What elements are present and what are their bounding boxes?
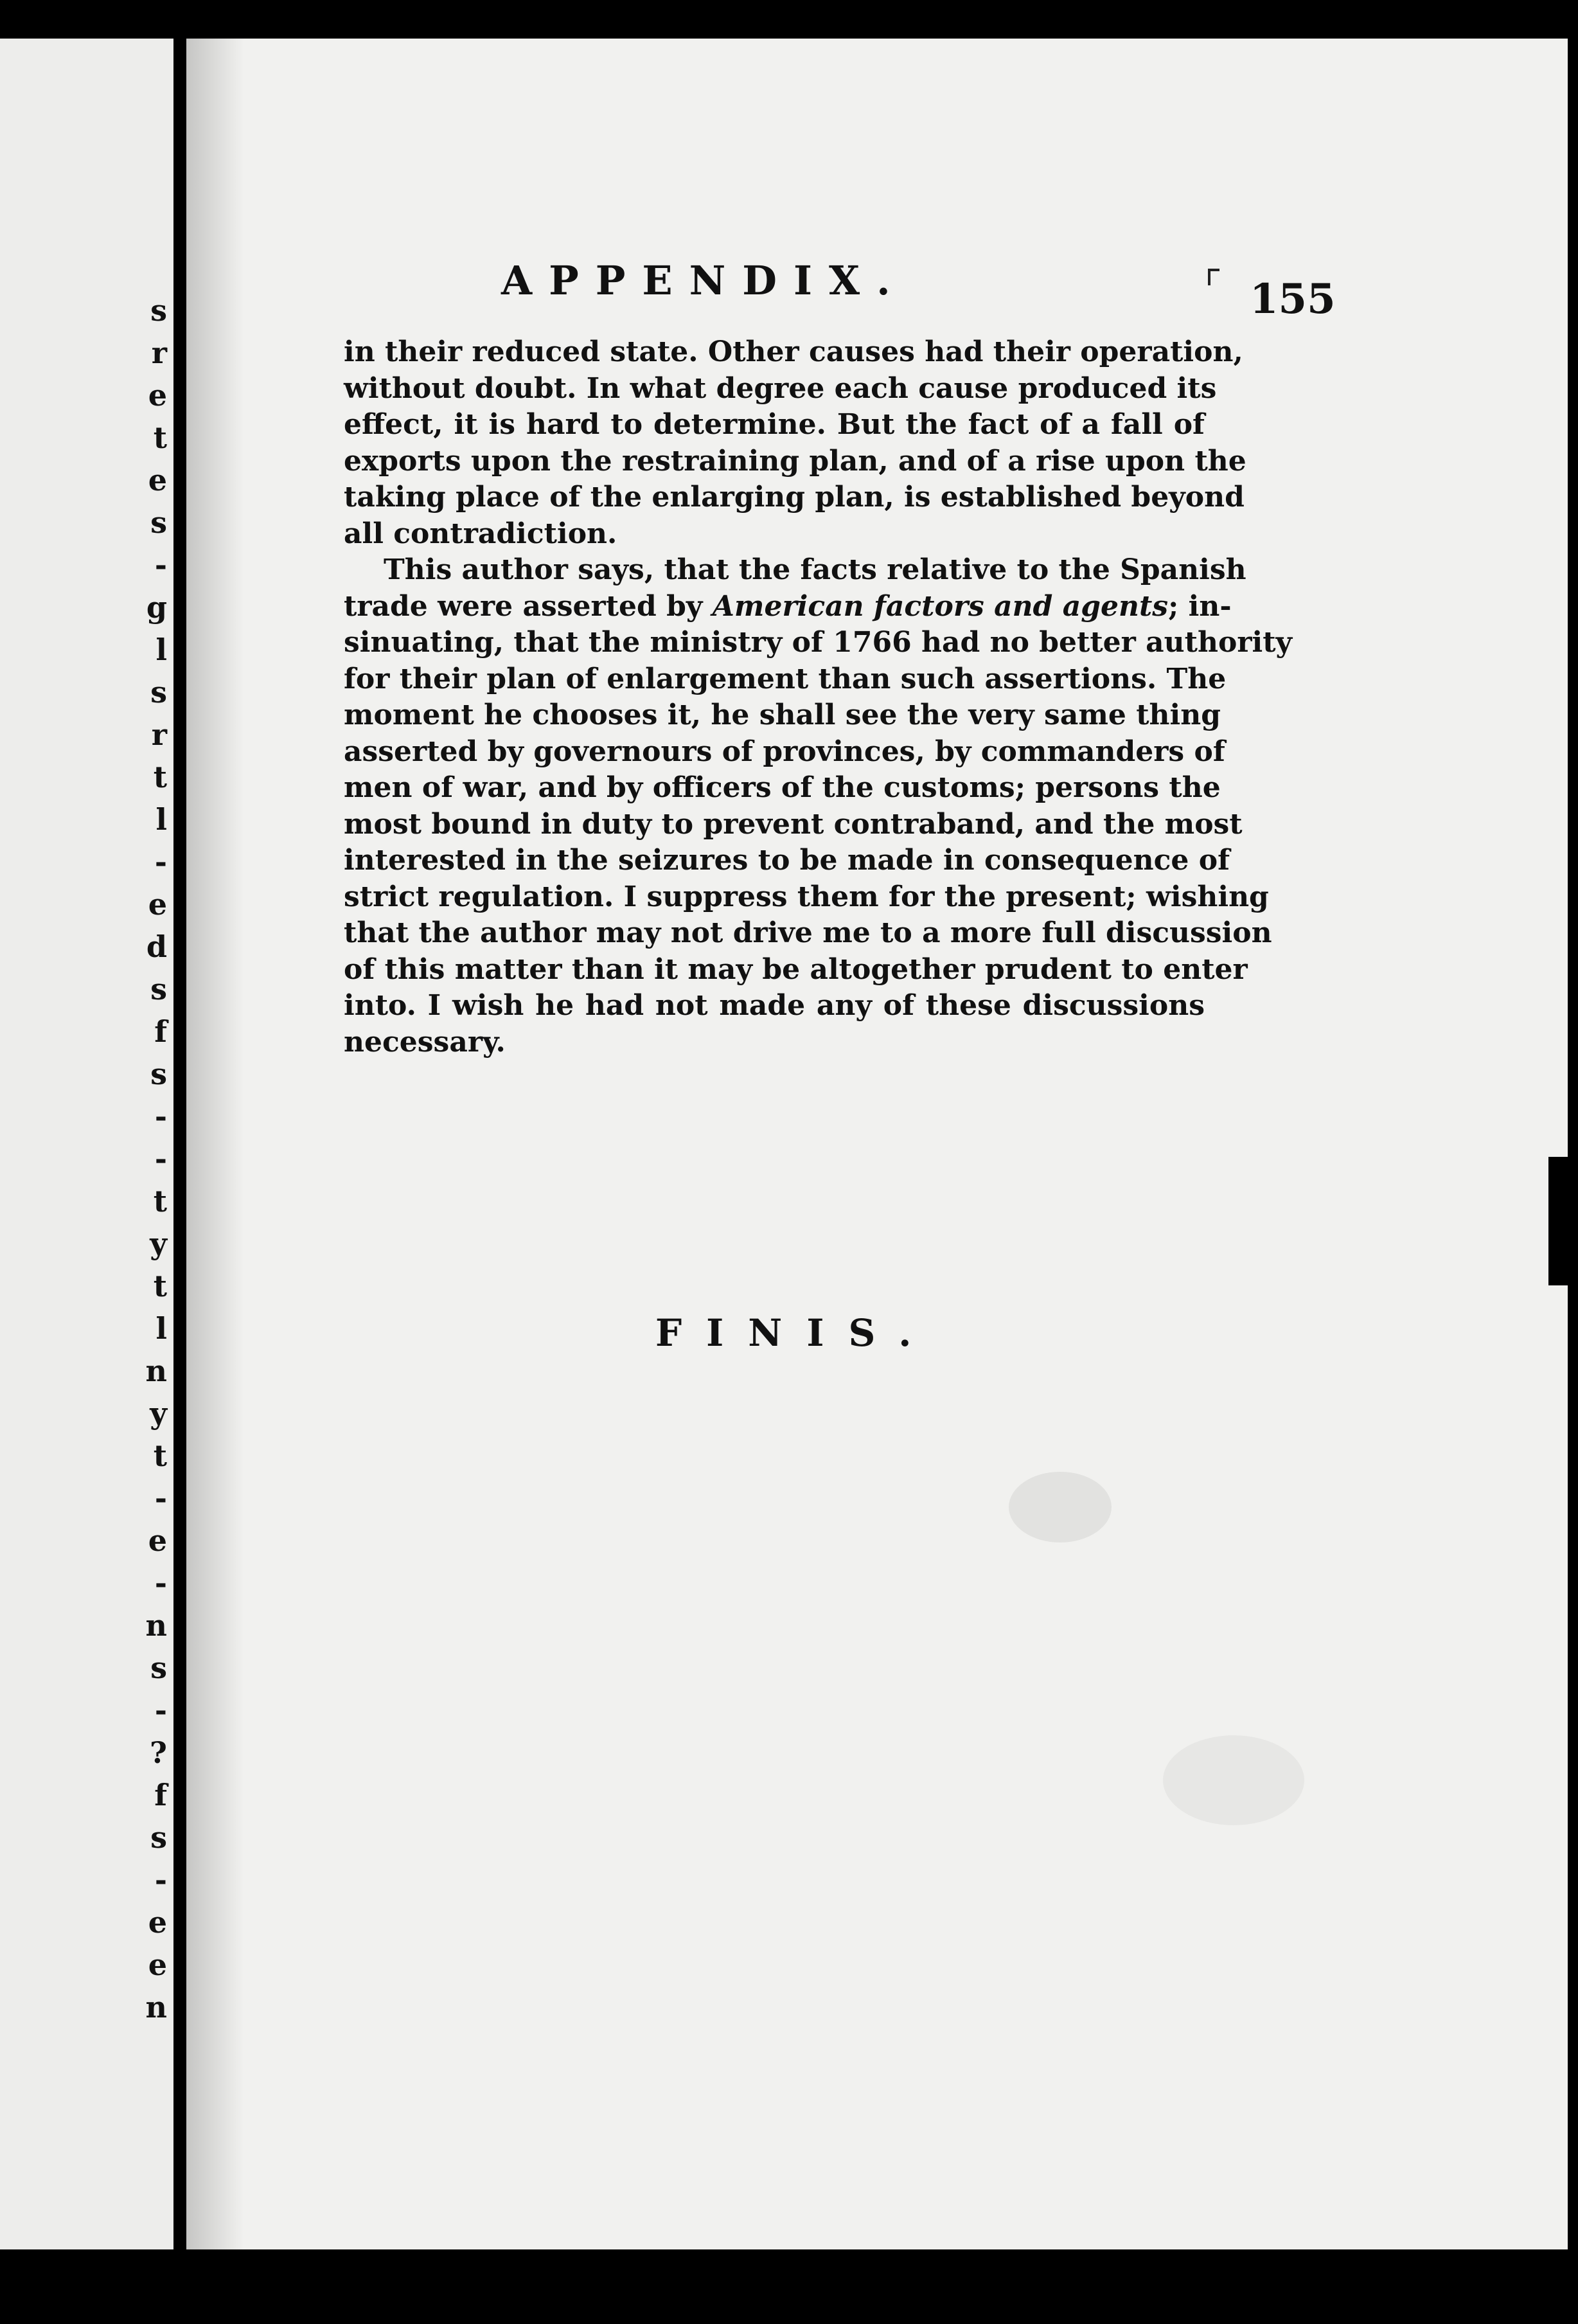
facing-page-char: - <box>154 548 167 582</box>
text-line-content: trade were asserted by <box>344 589 713 623</box>
text-line <box>344 1024 1205 1061</box>
text-line-content: taking place of the enlarging plan, is established beyond <box>344 481 1245 514</box>
text-line <box>344 697 1221 734</box>
facing-page-char: r <box>151 335 167 370</box>
text-line <box>344 479 1245 516</box>
text-line-content: effect, it is hard to determine. But the fact of a fall of <box>344 408 1205 441</box>
page-edge-damage <box>1548 1157 1574 1285</box>
facing-page-char: t <box>153 760 167 794</box>
page-number: 155 <box>1250 275 1336 323</box>
facing-page-char: ? <box>150 1735 167 1770</box>
facing-page-char: s <box>150 505 167 540</box>
facing-page-char: t <box>153 1184 167 1219</box>
facing-page-char: n <box>145 1354 167 1388</box>
text-line-content: strict regulation. I suppress them for the present; wishing <box>344 880 1269 913</box>
body-text <box>344 334 1293 1060</box>
facing-page-char: e <box>148 1905 167 1940</box>
facing-page-char: e <box>148 463 167 497</box>
facing-page-char: s <box>150 293 167 328</box>
text-line <box>344 407 1205 443</box>
facing-page-char: e <box>148 887 167 922</box>
text-line <box>344 988 1205 1024</box>
text-line <box>344 843 1230 879</box>
text-line-content: most bound in duty to prevent contraband, and the most <box>344 807 1243 841</box>
facing-page-char: t <box>153 1269 167 1303</box>
paper-stain <box>1009 1472 1112 1542</box>
facing-page-char: t <box>153 1438 167 1473</box>
text-line-content: necessary. <box>344 1025 506 1059</box>
paper-stain <box>1163 1735 1304 1825</box>
text-line <box>344 734 1225 771</box>
text-line <box>344 661 1227 698</box>
facing-page-char: - <box>154 1141 167 1176</box>
facing-page-char: s <box>150 675 167 710</box>
text-line-tail: ; in- <box>1168 589 1232 623</box>
text-line <box>344 516 1205 553</box>
facing-page-char: y <box>150 1226 167 1261</box>
facing-page-char: s <box>150 1820 167 1855</box>
text-line-content: This author says, that the facts relative to the Spanish <box>384 553 1246 586</box>
facing-page-char: - <box>154 1481 167 1515</box>
text-line-content: that the author may not drive me to a more full discussion <box>344 916 1272 949</box>
text-line-content: all contradiction. <box>344 517 617 550</box>
facing-page-line-ends <box>19 293 167 2095</box>
facing-page-char: l <box>155 1311 167 1346</box>
facing-page-char: l <box>155 632 167 667</box>
facing-page-char: r <box>151 717 167 752</box>
facing-page-char: s <box>150 1650 167 1685</box>
text-line <box>344 371 1217 407</box>
text-line <box>344 443 1246 480</box>
text-line-content: in their reduced state. Other causes had their operation, <box>344 335 1243 368</box>
printer-mark <box>1208 269 1210 285</box>
text-line-content: into. I wish he had not made any of these discussions <box>344 989 1205 1022</box>
facing-page-char: - <box>154 845 167 879</box>
text-line-content: sinuating, that the ministry of 1766 had no better authority <box>344 626 1293 659</box>
text-line <box>344 589 1232 625</box>
scan-bottom-edge <box>0 2249 1578 2324</box>
text-line-content: of this matter than it may be altogether prudent to enter <box>344 952 1248 986</box>
facing-page-char: l <box>155 802 167 837</box>
text-line-content: for their plan of enlargement than such assertions. The <box>344 662 1227 695</box>
facing-page-char: - <box>154 1693 167 1728</box>
text-line <box>344 952 1248 988</box>
facing-page-char: d <box>146 929 167 964</box>
facing-page-char: n <box>145 1990 167 2025</box>
facing-page-char: e <box>148 1523 167 1558</box>
facing-page-char: e <box>148 378 167 413</box>
text-line <box>344 334 1243 371</box>
facing-page-sliver <box>0 39 173 2249</box>
facing-page-char: - <box>154 1863 167 1897</box>
text-line <box>344 915 1272 952</box>
facing-page-char: g <box>146 590 167 625</box>
facing-page-char: f <box>154 1014 167 1049</box>
text-line-content: without doubt. In what degree each cause produced its <box>344 371 1217 405</box>
facing-page-char: f <box>154 1778 167 1812</box>
facing-page-char: s <box>150 972 167 1006</box>
finis-mark: FINIS. <box>655 1311 936 1355</box>
facing-page-char: s <box>150 1057 167 1091</box>
facing-page-char: t <box>153 420 167 455</box>
facing-page-char: - <box>154 1099 167 1134</box>
running-head: APPENDIX. <box>501 257 907 304</box>
facing-page-char: y <box>150 1396 167 1431</box>
facing-page-char: e <box>148 1947 167 1982</box>
text-line <box>344 552 1246 589</box>
text-line-content: asserted by governours of provinces, by commanders of <box>344 735 1225 768</box>
text-line <box>344 879 1269 916</box>
facing-page-char: n <box>145 1608 167 1643</box>
gutter <box>173 0 186 2324</box>
text-line <box>344 807 1243 843</box>
text-line-content: interested in the seizures to be made in consequence of <box>344 844 1230 877</box>
text-line <box>344 770 1221 807</box>
italic-phrase: American factors and agents <box>712 589 1169 623</box>
facing-page-char: - <box>154 1566 167 1600</box>
text-line-content: exports upon the restraining plan, and of a rise upon the <box>344 444 1246 478</box>
text-line-content: men of war, and by officers of the customs; persons the <box>344 771 1221 804</box>
text-line-content: moment he chooses it, he shall see the very same thing <box>344 699 1221 731</box>
text-line <box>344 625 1293 661</box>
